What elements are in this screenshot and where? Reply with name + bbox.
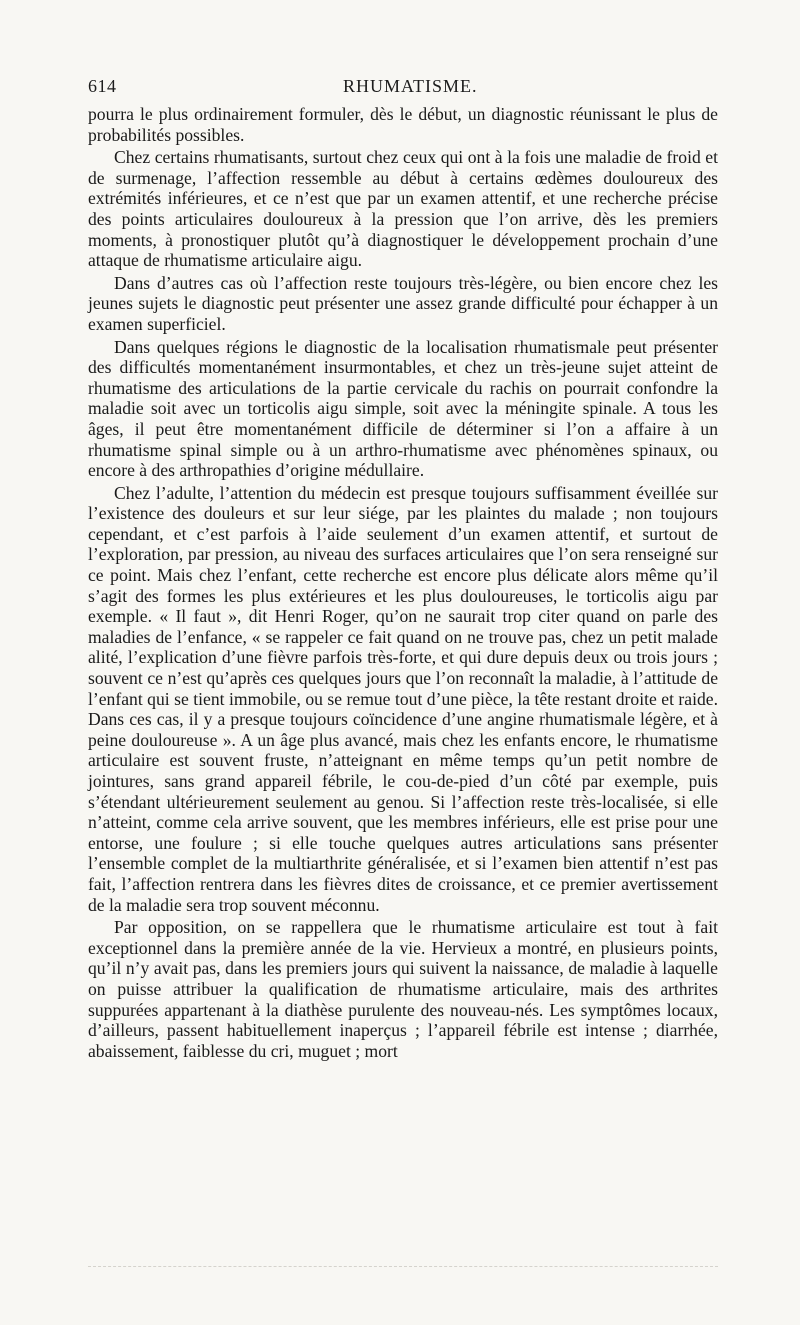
- paragraph-2: Chez certains rhumatisants, surtout chez ceux qui ont à la fois une maladie de froid et de surmenage, l’affection ressemble au début à certains œdèmes douloureux des extrémités inférieures, et ce n’est que par un examen attentif, et une recherche précise des points articulaires douloureux à la pression que l’on arrive, dès les premiers moments, à pronostiquer plutôt qu’à diagnostiquer le développement prochain d’une attaque de rhumatisme articulaire aigu.: [88, 147, 718, 271]
- paragraph-5: Chez l’adulte, l’attention du médecin est presque toujours suffisamment éveillée sur l’existence des douleurs et sur leur siége, par les plaintes du malade ; non toujours cependant, et c’est parfois à l’aide seulement d’un examen attentif, et surtout de l’exploration, par pression, au niveau des surfaces articulaires que l’on sera renseigné sur ce point. Mais chez l’enfant, cette recherche est encore plus délicate alors même qu’il s’agit des formes les plus extérieures et les plus douloureuses, le torticolis aigu par exemple. « Il faut », dit Henri Roger, qu’on ne saurait trop citer quand on parle des maladies de l’enfance, « se rappeler ce fait quand on ne trouve pas, chez un petit malade alité, l’explication d’une fièvre parfois très-forte, et qui dure depuis deux ou trois jours ; souvent ce n’est qu’après ces quelques jours que l’on reconnaît la maladie, à l’attitude de l’enfant qui se tient immobile, ou se remue tout d’une pièce, la tête restant droite et raide. Dans ces cas, il y a presque toujours coïncidence d’une angine rhumatismale légère, et à peine douloureuse ». A un âge plus avancé, mais chez les enfants encore, le rhumatisme articulaire est souvent fruste, n’atteignant en même temps qu’un petit nombre de jointures, sans grand appareil fébrile, le cou-de-pied d’un côté par exemple, puis s’étendant ultérieurement seulement au genou. Si l’affection reste très-localisée, si elle n’atteint, comme cela arrive souvent, que les membres inférieurs, elle est prise pour une entorse, une foulure ; si elle touche quelques autres articulations sans présenter l’ensemble complet de la multiarthrite généralisée, et si l’examen bien attentif n’est pas fait, l’affection rentrera dans les fièvres dites de croissance, et ce premier avertissement de la maladie sera trop souvent méconnu.: [88, 482, 718, 915]
- running-head: RHUMATISME.: [343, 76, 478, 96]
- paragraph-1: pourra le plus ordinairement formuler, dès le début, un diagnostic réunissant le plus de probabilités possibles.: [88, 104, 718, 145]
- paragraph-6: Par opposition, on se rappellera que le rhumatisme articulaire est tout à fait exceptionnel dans la première année de la vie. Hervieux a montré, en plusieurs points, qu’il n’y avait pas, dans les premiers jours qui suivent la naissance, de maladie à laquelle on puisse attribuer la qualification de rhumatisme articulaire, mais des arthrites suppurées appartenant à la diathèse purulente des nouveau-nés. Les symptômes locaux, d’ailleurs, passent habituellement inaperçus ; l’appareil fébrile est intense ; diarrhée, abaissement, faiblesse du cri, muguet ; mort: [88, 917, 718, 1061]
- footer-rule: [88, 1266, 718, 1267]
- page-number: 614: [88, 76, 117, 96]
- page-header: [88, 76, 718, 100]
- paragraph-3: Dans d’autres cas où l’affection reste toujours très-légère, ou bien encore chez les jeunes sujets le diagnostic peut présenter une assez grande difficulté pour échapper à un examen superficiel.: [88, 272, 718, 334]
- paragraph-4: Dans quelques régions le diagnostic de la localisation rhumatismale peut présenter des difficultés momentanément insurmontables, et chez un très-jeune sujet atteint de rhumatisme des articulations de la partie cervicale du rachis on pourrait confondre la maladie soit avec un torticolis aigu simple, soit avec la méningite spinale. A tous les âges, il peut être momentanément difficile de déterminer si l’on a affaire à un rhumatisme spinal simple ou à un arthro-rhumatisme avec phénomènes spinaux, ou encore à des arthropathies d’origine médullaire.: [88, 336, 718, 481]
- body-text: [88, 104, 718, 1061]
